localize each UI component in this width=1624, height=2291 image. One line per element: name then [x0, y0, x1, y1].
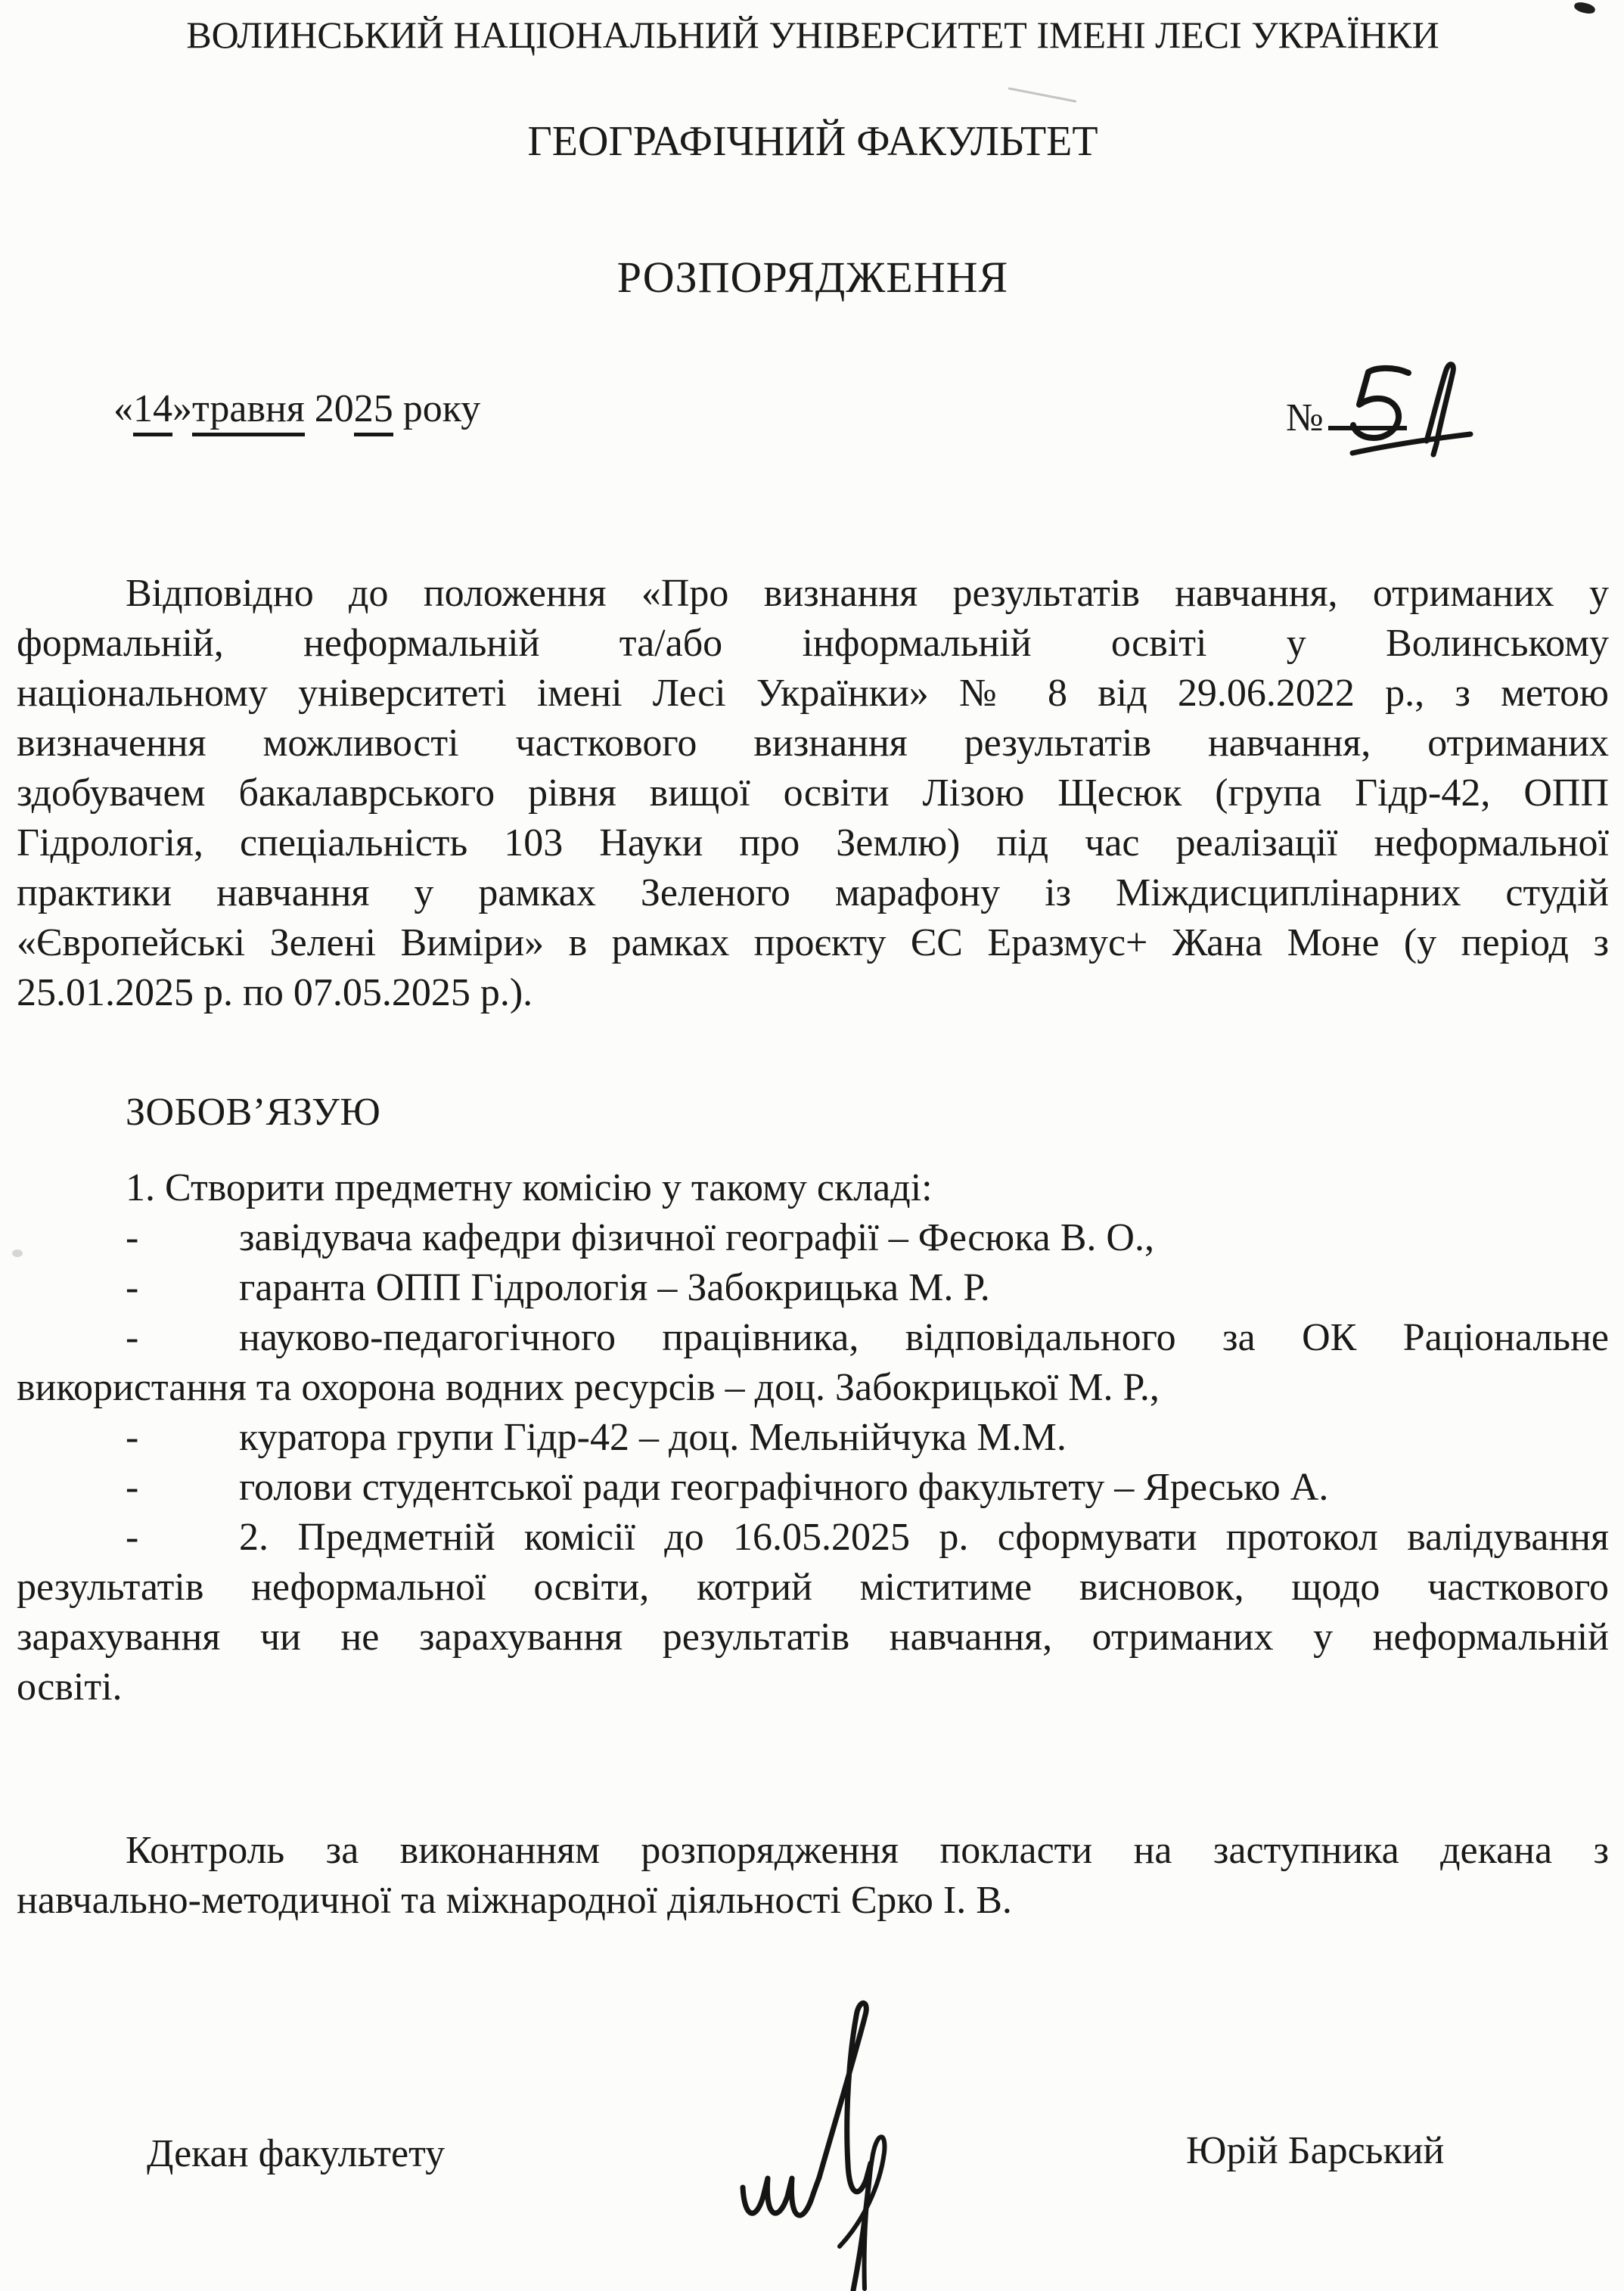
date-day: 14 — [133, 387, 172, 436]
list-item-continuation: освіті. — [17, 1665, 123, 1709]
paragraph-line: практики навчання у рамках Зеленого марафону із Міждисциплінарних студій — [17, 871, 1609, 914]
quote-open: « — [113, 387, 133, 430]
list-dash: - — [126, 1216, 139, 1259]
list-item — [17, 1263, 1609, 1313]
handwritten-signature — [720, 1997, 992, 2291]
control-line: Контроль за виконанням розпорядження покласти на заступника декана з — [126, 1829, 1609, 1872]
date-month: травня — [192, 387, 305, 436]
list-item — [17, 1513, 1609, 1563]
document-body — [17, 569, 1609, 1712]
document-date — [113, 386, 480, 431]
list-item-text: 2. Предметній комісії до 16.05.2025 р. сформувати протокол валідування — [239, 1516, 1609, 1559]
control-paragraph — [17, 1826, 1609, 1926]
scan-artifact-smudge — [12, 1249, 23, 1257]
university-title: ВОЛИНСЬКИЙ НАЦІОНАЛЬНИЙ УНІВЕРСИТЕТ ІМЕНІ ЛЕСІ УКРАЇНКИ — [186, 14, 1439, 56]
list-item-text: голови студентської ради географічного факультету – Яресько А. — [239, 1466, 1329, 1509]
list-item-continuation: результатів неформальної освіти, котрий міститиме висновок, щодо часткового — [17, 1566, 1609, 1609]
list-item-continuation: використання та охорона водних ресурсів – доц. Забокрицької М. Р., — [17, 1366, 1160, 1409]
list-intro: 1. Створити предметну комісію у такому складі: — [126, 1166, 933, 1209]
list-dash: - — [126, 1516, 139, 1559]
document-number — [1286, 386, 1407, 440]
quote-close: » — [172, 387, 192, 430]
paragraph-line: Гідрологія, спеціальність 103 Науки про Землю) під час реалізації неформальної — [17, 821, 1609, 865]
list-item — [17, 1413, 1609, 1463]
scan-artifact-scratch — [1008, 87, 1077, 102]
list-item-text: гаранта ОПП Гідрологія – Забокрицька М. Р. — [239, 1266, 990, 1309]
faculty-title: ГЕОГРАФІЧНИЙ ФАКУЛЬТЕТ — [527, 118, 1098, 165]
handwritten-number-51 — [1319, 361, 1478, 467]
list-item-text: завідувача кафедри фізичної географії – Фесюка В. О., — [239, 1216, 1154, 1259]
signer-position-label: Декан факультету — [147, 2132, 446, 2175]
list-item — [17, 1313, 1609, 1363]
list-dash: - — [126, 1266, 139, 1309]
list-item-continuation: зарахування чи не зарахування результатів навчання, отриманих у неформальній — [17, 1616, 1609, 1659]
obligation-heading: ЗОБОВ’ЯЗУЮ — [126, 1091, 381, 1134]
paragraph-line: здобувачем бакалаврського рівня вищої освіти Лізою Щесюк (група Гідр-42, ОПП — [17, 771, 1609, 815]
number-sign: № — [1286, 396, 1324, 439]
signer-name: Юрій Барський — [1186, 2129, 1445, 2172]
date-year-prefix: 20 — [314, 387, 354, 430]
date-year-suffix: 25 — [354, 387, 393, 436]
control-line: навчально-методичної та міжнародної діяльності Єрко І. В. — [17, 1879, 1012, 1922]
list-dash: - — [126, 1416, 139, 1459]
paragraph-line: визначення можливості часткового визнання результатів навчання, отриманих — [17, 722, 1609, 765]
paragraph-line: Відповідно до положення «Про визнання результатів навчання, отриманих у — [126, 572, 1609, 615]
paragraph-line: формальній, неформальній та/або інформальній освіті у Волинському — [17, 622, 1609, 665]
paragraph-line: «Європейські Зелені Виміри» в рамках проєкту ЄС Еразмус+ Жана Моне (у період з — [17, 921, 1609, 964]
paragraph-line: 25.01.2025 р. по 07.05.2025 р.). — [17, 971, 533, 1014]
date-year-word: року — [393, 387, 481, 430]
list-dash: - — [126, 1316, 139, 1359]
list-item-text: куратора групи Гідр-42 – доц. Мельнійчука М.М. — [239, 1416, 1067, 1459]
date-and-number-row — [17, 386, 1609, 459]
list-dash: - — [126, 1466, 139, 1509]
list-item — [17, 1213, 1609, 1263]
list-item-text: науково-педагогічного працівника, відповідального за ОК Раціональне — [239, 1316, 1609, 1359]
document-type-title: РОЗПОРЯДЖЕННЯ — [616, 253, 1009, 302]
paragraph-line: національному університеті імені Лесі Українки» № 8 від 29.06.2022 р., з метою — [17, 672, 1609, 715]
list-item — [17, 1463, 1609, 1513]
